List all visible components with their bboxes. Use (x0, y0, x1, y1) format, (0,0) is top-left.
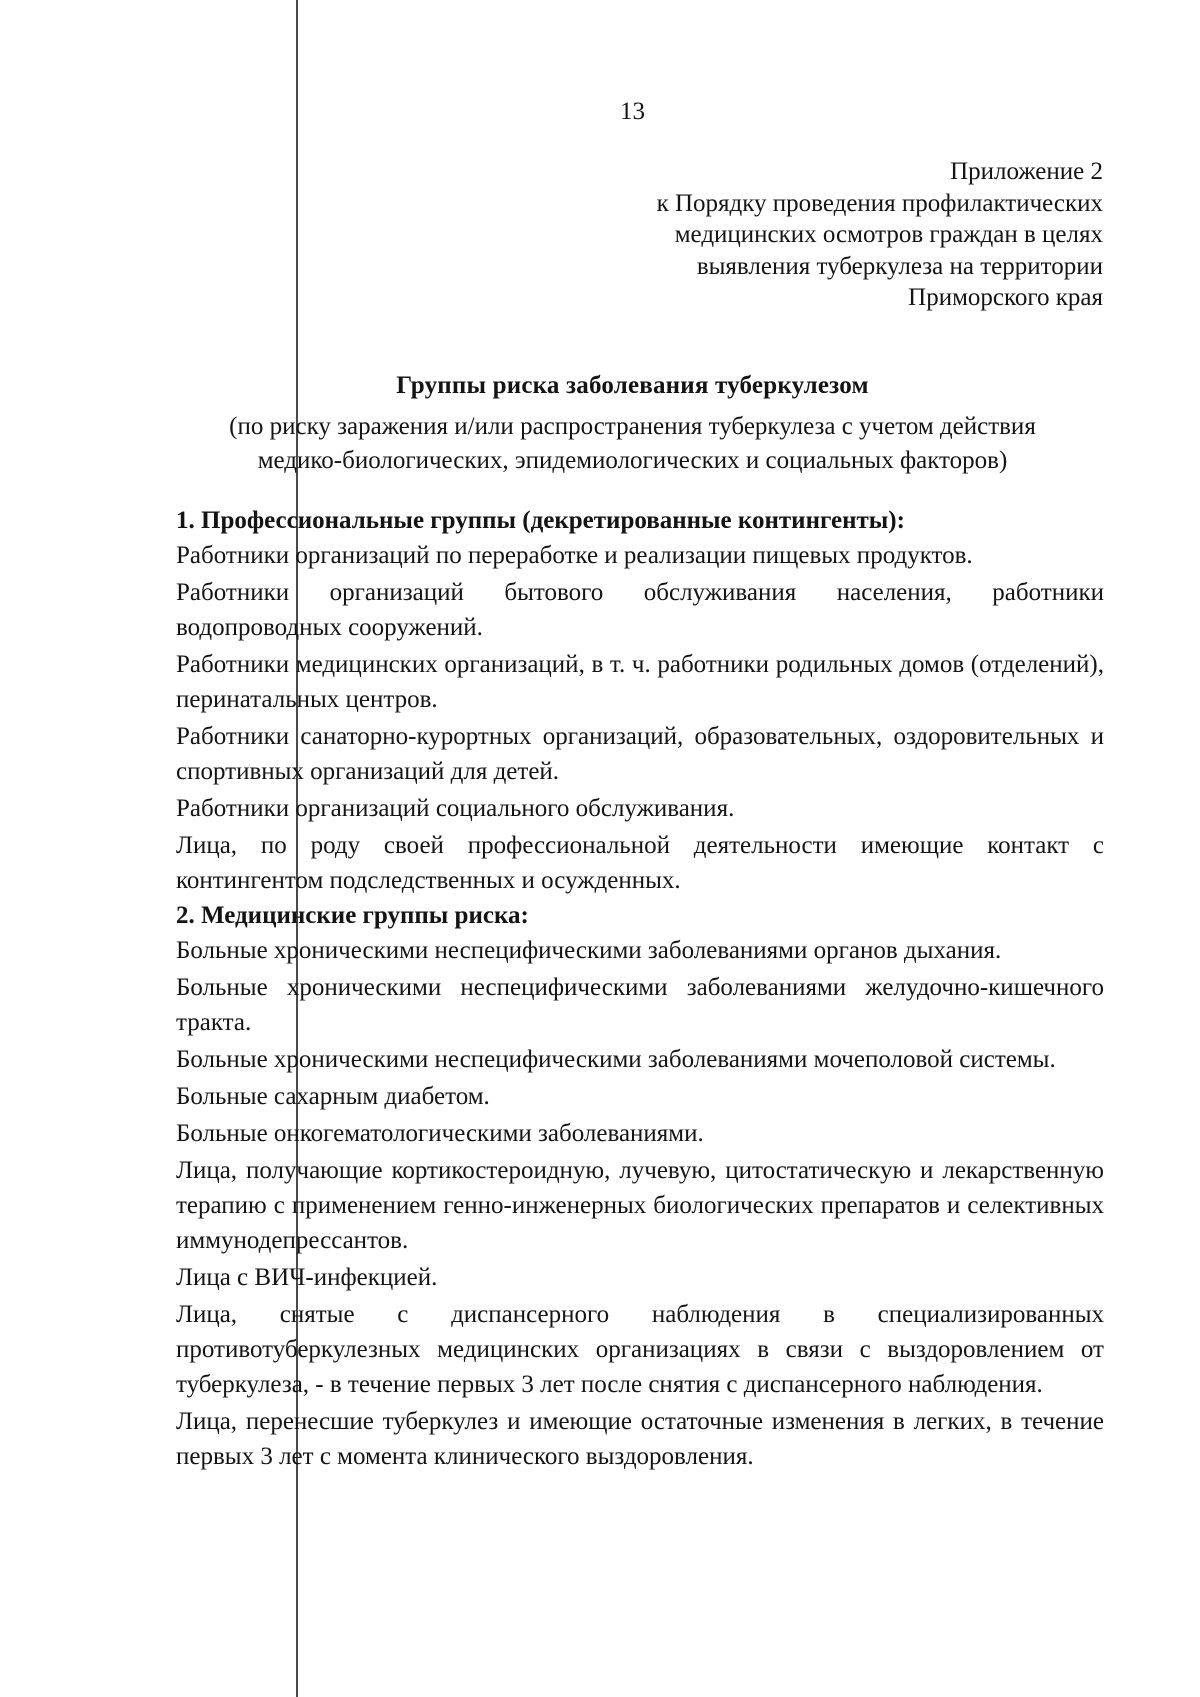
section-1-item: Лица, по роду своей профессиональной деятельности имеющие контакт с контингентом подследственных и осужденных. (176, 832, 1104, 894)
section-2-item: Лица, снятые с диспансерного наблюдения в специализированных противотуберкулезных медицинских организациях в связи с выздоровлением от туберкулеза, - в течение первых 3 лет после снятия с диспансерного наблюдения. (176, 1301, 1104, 1398)
section-1-item: Работники организаций социального обслуживания. (176, 795, 735, 822)
document-body (176, 503, 1104, 1474)
document-subtitle (120, 410, 1145, 478)
section-1-item: Работники медицинских организаций, в т. ч. работники родильных домов (отделений), перинатальных центров. (176, 651, 1104, 713)
section-2-item: Лица, получающие кортикостероидную, лучевую, цитостатическую и лекарственную терапию с применением генно-инженерных биологических препаратов и селективных иммунодепрессантов. (176, 1157, 1104, 1254)
appendix-line: Приложение 2 (950, 158, 1103, 185)
section-1-item: Работники организаций по переработке и реализации пищевых продуктов. (176, 542, 973, 569)
section-1-item: Работники санаторно-курортных организаций, образовательных, оздоровительных и спортивных организаций для детей. (176, 723, 1104, 785)
appendix-line: выявления туберкулеза на территории (696, 252, 1103, 280)
appendix-reference (503, 156, 1103, 314)
section-2-item: Больные сахарным диабетом. (176, 1083, 490, 1110)
section-2-item: Больные хроническими неспецифическими заболеваниями органов дыхания. (176, 937, 1002, 964)
appendix-line: медицинских осмотров граждан в целях (674, 221, 1103, 248)
section-2-item: Больные хроническими неспецифическими заболеваниями мочеполовой системы. (176, 1046, 1056, 1073)
subtitle-line: (по риску заражения и/или распространения туберкулеза с учетом действия (229, 413, 1036, 440)
section-2-item: Лица с ВИЧ-инфекцией. (176, 1264, 438, 1291)
appendix-line: к Порядку проведения профилактических (656, 189, 1103, 217)
page-number: 13 (620, 98, 645, 125)
document-title: Группы риска заболевания туберкулезом (396, 372, 869, 399)
subtitle-line: медико-биологических, эпидемиологических и социальных факторов) (257, 447, 1008, 474)
section-1-item: Работники организаций бытового обслуживания населения, работники водопроводных сооружений. (176, 579, 1104, 641)
section-2-item: Лица, перенесшие туберкулез и имеющие остаточные изменения в легких, в течение первых 3 лет с момента клинического выздоровления. (176, 1408, 1104, 1470)
section-2-item: Больные хроническими неспецифическими заболеваниями желудочно-кишечного тракта. (176, 974, 1104, 1036)
section-1-heading: 1. Профессиональные группы (декретированные контингенты): (176, 507, 905, 534)
appendix-line: Приморского края (908, 284, 1103, 311)
section-2-heading: 2. Медицинские группы риска: (176, 902, 529, 929)
section-2-item: Больные онкогематологическими заболеваниями. (176, 1120, 704, 1147)
